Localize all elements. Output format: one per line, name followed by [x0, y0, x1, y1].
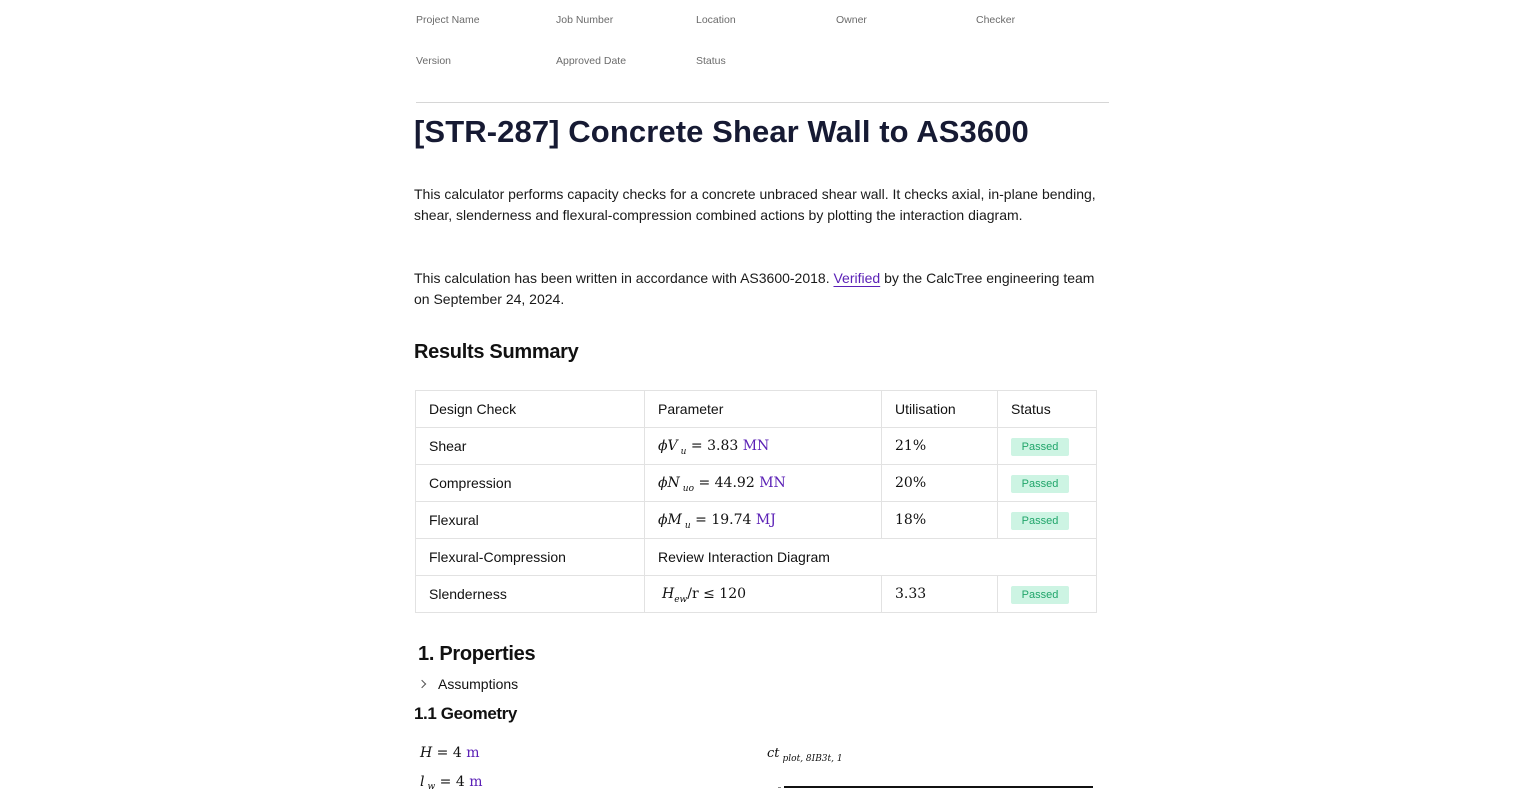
header-design-check: Design Check: [416, 391, 645, 428]
math-symbol: ϕM: [658, 512, 682, 528]
check-name: Flexural: [416, 502, 645, 539]
status-badge: Passed: [1011, 438, 1069, 456]
results-table: [415, 390, 1097, 613]
status-cell: [998, 428, 1097, 465]
results-summary-heading: Results Summary: [414, 341, 579, 363]
meta-location: Location: [696, 14, 736, 26]
parameter-value: [645, 465, 882, 502]
math-symbol: H: [420, 745, 433, 761]
verification-text: This calculation has been written in accordance with AS3600-2018.: [414, 270, 834, 286]
math-equation: = 4: [432, 745, 467, 761]
math-symbol: ϕN: [658, 475, 680, 491]
math-subscript: uo: [682, 484, 695, 494]
math-equation: = 3.83: [686, 438, 743, 454]
unit: m: [466, 745, 480, 761]
table-row-flexural-compression: [416, 539, 1097, 576]
verification-paragraph: [414, 268, 1104, 310]
plot-axis-tick: [778, 787, 781, 788]
math-symbol: H: [662, 586, 675, 602]
assumptions-toggle[interactable]: [418, 676, 518, 692]
header-utilisation: Utilisation: [882, 391, 998, 428]
table-row-compression: [416, 465, 1097, 502]
geometry-heading: 1.1 Geometry: [414, 704, 517, 723]
status-cell: [998, 465, 1097, 502]
meta-job-number: Job Number: [556, 14, 614, 26]
divider: [416, 102, 1109, 103]
math-subscript: w: [427, 782, 436, 792]
math-symbol: l: [420, 774, 425, 790]
table-row-shear: [416, 428, 1097, 465]
intro-paragraph: This calculator performs capacity checks for a concrete unbraced shear wall. It checks axial, in-plane bending, shear, slenderness and flexural-compression combined actions by plotting the interaction diagram.: [414, 186, 1096, 223]
math-symbol: ϕV: [658, 438, 678, 454]
unit: MN: [742, 438, 770, 454]
verified-link[interactable]: Verified: [833, 270, 881, 286]
check-name: Shear: [416, 428, 645, 465]
parameter-value: [645, 576, 882, 613]
status-badge: Passed: [1011, 586, 1069, 604]
meta-project-name: Project Name: [416, 14, 480, 26]
parameter-value: [645, 428, 882, 465]
page-title: [STR-287] Concrete Shear Wall to AS3600: [414, 114, 1029, 149]
math-equation: /r ≤ 120: [687, 586, 747, 602]
equation-wall-length: [420, 774, 482, 790]
chevron-right-icon: [418, 680, 426, 688]
utilisation-value: 3.33: [882, 576, 998, 613]
math-equation: = 19.74: [690, 512, 756, 528]
table-row-slenderness: [416, 576, 1097, 613]
math-subscript: u: [684, 521, 691, 531]
math-equation: = 4: [435, 774, 470, 790]
status-badge: Passed: [1011, 512, 1069, 530]
project-metadata: [416, 14, 1116, 96]
meta-status: Status: [696, 55, 726, 67]
verification-text-end: by the CalcTree engineering team on September 24, 2024.: [414, 270, 1095, 307]
utilisation-value: 21%: [882, 428, 998, 465]
plot-label: [767, 746, 843, 764]
math-subscript: plot, 8IB3t, 1: [782, 754, 843, 764]
meta-checker: Checker: [976, 14, 1016, 26]
unit: MJ: [755, 512, 776, 528]
status-cell: [998, 502, 1097, 539]
parameter-value: Review Interaction Diagram: [645, 539, 1097, 576]
table-header-row: [416, 391, 1097, 428]
check-name: Slenderness: [416, 576, 645, 613]
utilisation-value: 18%: [882, 502, 998, 539]
equation-height: [420, 745, 480, 761]
header-status: Status: [998, 391, 1097, 428]
meta-approved-date: Approved Date: [556, 55, 627, 67]
properties-heading: 1. Properties: [418, 643, 536, 665]
check-name: Flexural-Compression: [416, 539, 645, 576]
utilisation-value: 20%: [882, 465, 998, 502]
plot-axis-line: [784, 786, 1093, 788]
status-cell: [998, 576, 1097, 613]
math-subscript: ew: [674, 595, 688, 605]
unit: MN: [759, 475, 786, 491]
parameter-value: [645, 502, 882, 539]
check-name: Compression: [416, 465, 645, 502]
unit: m: [469, 774, 483, 790]
status-badge: Passed: [1011, 475, 1069, 493]
meta-version: Version: [416, 55, 452, 67]
meta-owner: Owner: [836, 14, 867, 26]
math-symbol: ct: [767, 746, 780, 761]
math-equation: = 44.92: [694, 475, 760, 491]
table-row-flexural: [416, 502, 1097, 539]
assumptions-label: Assumptions: [438, 676, 519, 692]
header-parameter: Parameter: [645, 391, 882, 428]
math-subscript: u: [680, 447, 687, 457]
